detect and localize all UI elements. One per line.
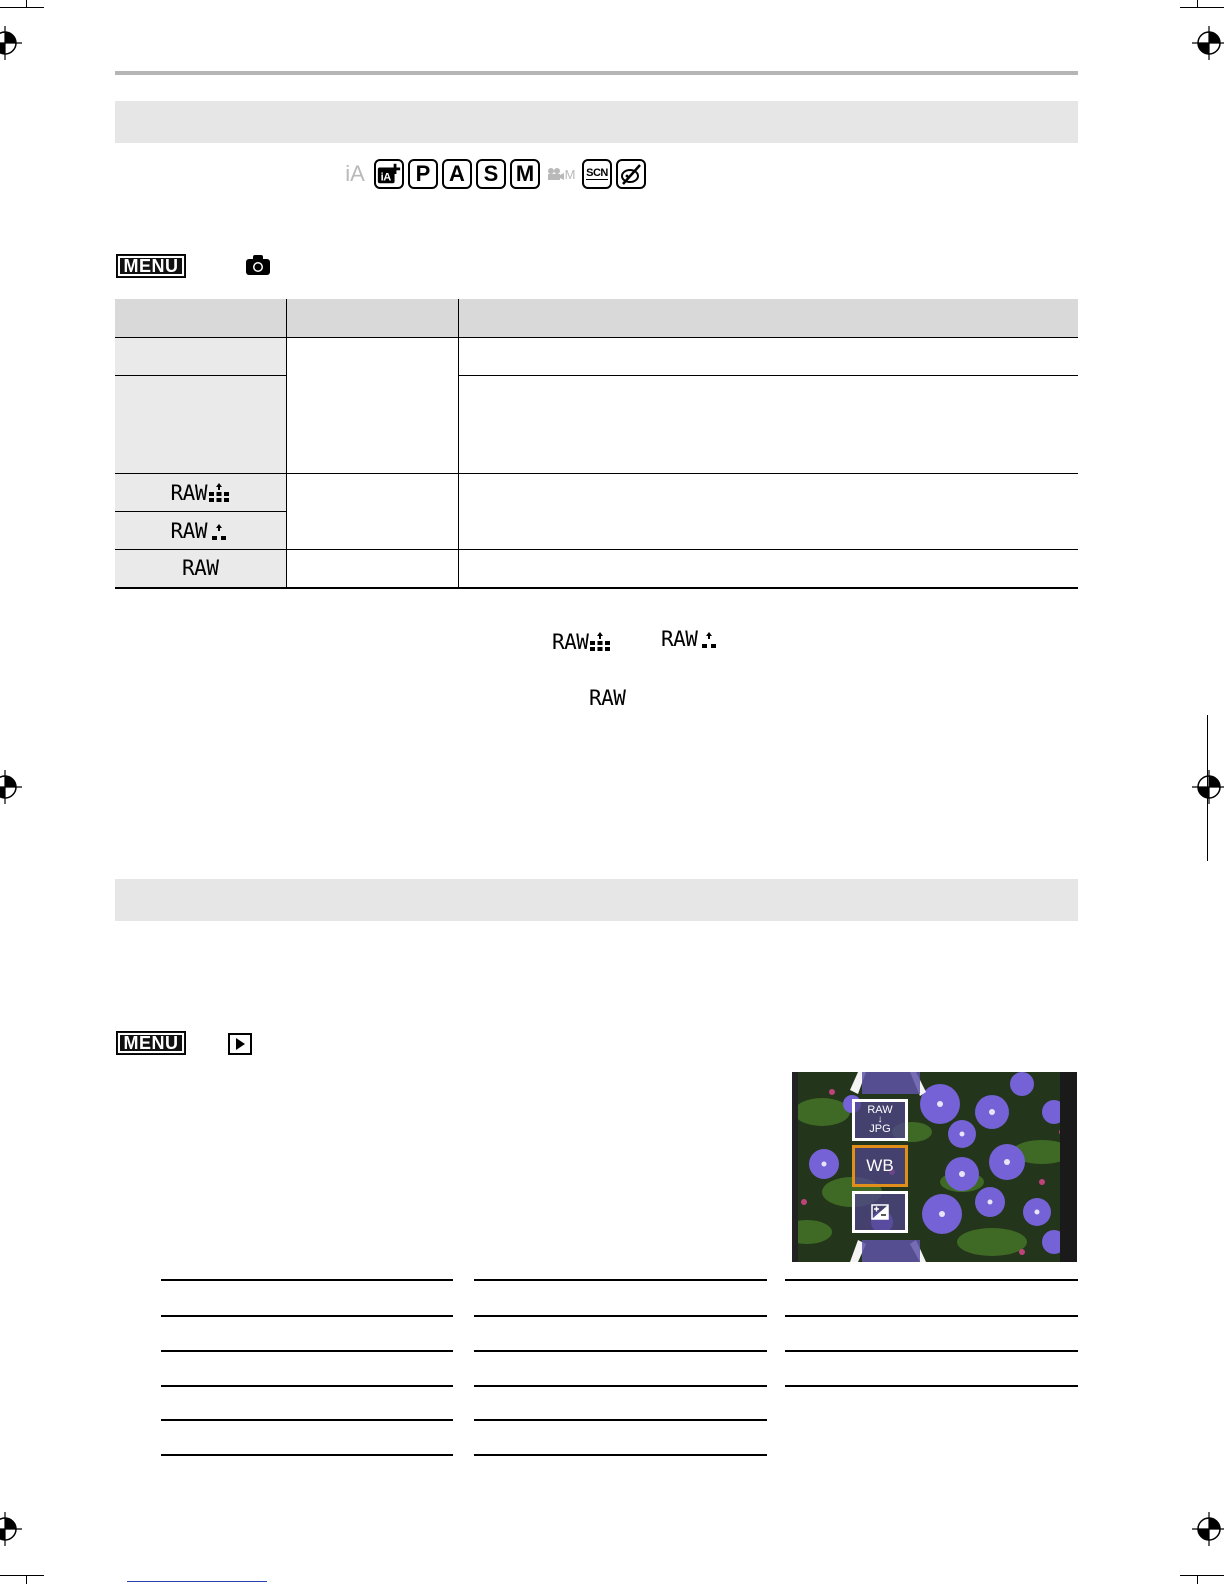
- list-rule: [474, 1419, 767, 1421]
- raw-standard-icon: RAW: [171, 519, 230, 543]
- ia-plus-icon: [376, 161, 402, 187]
- list-rule: [785, 1279, 1078, 1281]
- registration-mark-icon: [0, 770, 22, 804]
- raw-only-icon: RAW: [182, 556, 219, 581]
- section-heading-bar-raw-processing: [115, 879, 1078, 921]
- list-rule: [161, 1454, 453, 1456]
- raw-fine-icon: RAW: [171, 481, 230, 505]
- table-header-cell: [286, 299, 458, 338]
- table-cell: [458, 338, 1078, 376]
- menu-badge: MENU: [116, 1031, 186, 1055]
- table-cell: [115, 550, 286, 588]
- registration-mark-icon: [0, 1512, 22, 1546]
- list-rule: [474, 1350, 767, 1352]
- menu-badge: MENU: [116, 254, 186, 278]
- table-header-cell: [458, 299, 1078, 338]
- mode-creative-video-icon: M: [544, 167, 578, 182]
- crop-mark: [1197, 1576, 1198, 1584]
- mode-creative-control-icon: [616, 159, 646, 189]
- crop-mark: [26, 1576, 27, 1584]
- mode-ia-icon: iA: [345, 161, 365, 186]
- table-cell: [115, 512, 286, 550]
- flowers-photo: [792, 1072, 1077, 1262]
- table-row: [115, 376, 1078, 474]
- section-heading-bar-quality: [115, 101, 1078, 143]
- table-cell: [286, 474, 458, 550]
- applicable-modes: [340, 158, 646, 190]
- table-row: [115, 474, 1078, 512]
- brush-palette-icon: [619, 162, 643, 186]
- table-cell: [458, 474, 1078, 550]
- standard-quality-icon: [208, 521, 230, 541]
- list-rule: [474, 1315, 767, 1317]
- table-cell: [115, 474, 286, 512]
- table-header-row: [115, 299, 1078, 338]
- exposure-compensation-tile[interactable]: [852, 1191, 908, 1233]
- table-cell: [115, 338, 286, 376]
- list-rule: [785, 1350, 1078, 1352]
- mode-a-icon: A: [442, 159, 472, 189]
- table-cell: [115, 376, 286, 474]
- table-row: [115, 550, 1078, 588]
- svg-text:iA: iA: [380, 171, 391, 184]
- standard-quality-icon: [698, 629, 720, 649]
- crop-mark: [1207, 715, 1208, 861]
- exposure-icon: [871, 1204, 889, 1220]
- registration-mark-icon: [1192, 1512, 1224, 1546]
- crop-mark: [0, 7, 44, 8]
- list-rule: [161, 1315, 453, 1317]
- mode-m-icon: M: [510, 159, 540, 189]
- list-rule: [161, 1279, 453, 1281]
- inline-raw-standard-icon: RAW: [661, 627, 720, 651]
- fine-quality-icon: [208, 483, 230, 503]
- list-rule: [474, 1279, 767, 1281]
- list-rule: [161, 1350, 453, 1352]
- arrow-down-icon: ↓: [877, 1114, 883, 1125]
- inline-raw-fine-icon: RAW: [552, 630, 611, 654]
- table-cell: [458, 550, 1078, 588]
- registration-mark-icon: [1192, 770, 1224, 804]
- white-balance-tile[interactable]: WB: [852, 1145, 908, 1187]
- fine-quality-icon: [589, 632, 611, 652]
- list-rule: [474, 1454, 767, 1456]
- movie-camera-icon: [547, 167, 565, 181]
- crop-mark: [1180, 1575, 1224, 1576]
- footer-link-underline[interactable]: [127, 1581, 267, 1582]
- mode-p-icon: P: [408, 159, 438, 189]
- list-rule: [161, 1385, 453, 1387]
- quality-table: [115, 299, 1078, 589]
- list-rule: [785, 1315, 1078, 1317]
- mode-ia-plus-icon: [374, 159, 404, 189]
- raw-processing-screen-image: [792, 1072, 1077, 1262]
- table-cell: [286, 338, 458, 474]
- registration-mark-icon: [0, 26, 22, 60]
- header-rule: [115, 71, 1078, 75]
- list-rule: [785, 1385, 1078, 1387]
- crop-mark: [1180, 7, 1224, 8]
- mode-s-icon: S: [476, 159, 506, 189]
- list-rule: [161, 1419, 453, 1421]
- table-cell: [286, 550, 458, 588]
- camera-rec-menu-icon: [245, 254, 271, 276]
- list-rule: [474, 1385, 767, 1387]
- inline-raw-only-icon: RAW: [589, 686, 626, 710]
- mode-scn-icon: SCN: [582, 159, 612, 189]
- playback-menu-icon: [228, 1033, 252, 1055]
- raw-to-jpg-tile[interactable]: RAW ↓ JPG: [852, 1099, 908, 1141]
- table-header-cell: [115, 299, 286, 338]
- registration-mark-icon: [1192, 26, 1224, 60]
- table-cell: [458, 376, 1078, 474]
- crop-mark: [0, 1575, 44, 1576]
- table-row: [115, 338, 1078, 376]
